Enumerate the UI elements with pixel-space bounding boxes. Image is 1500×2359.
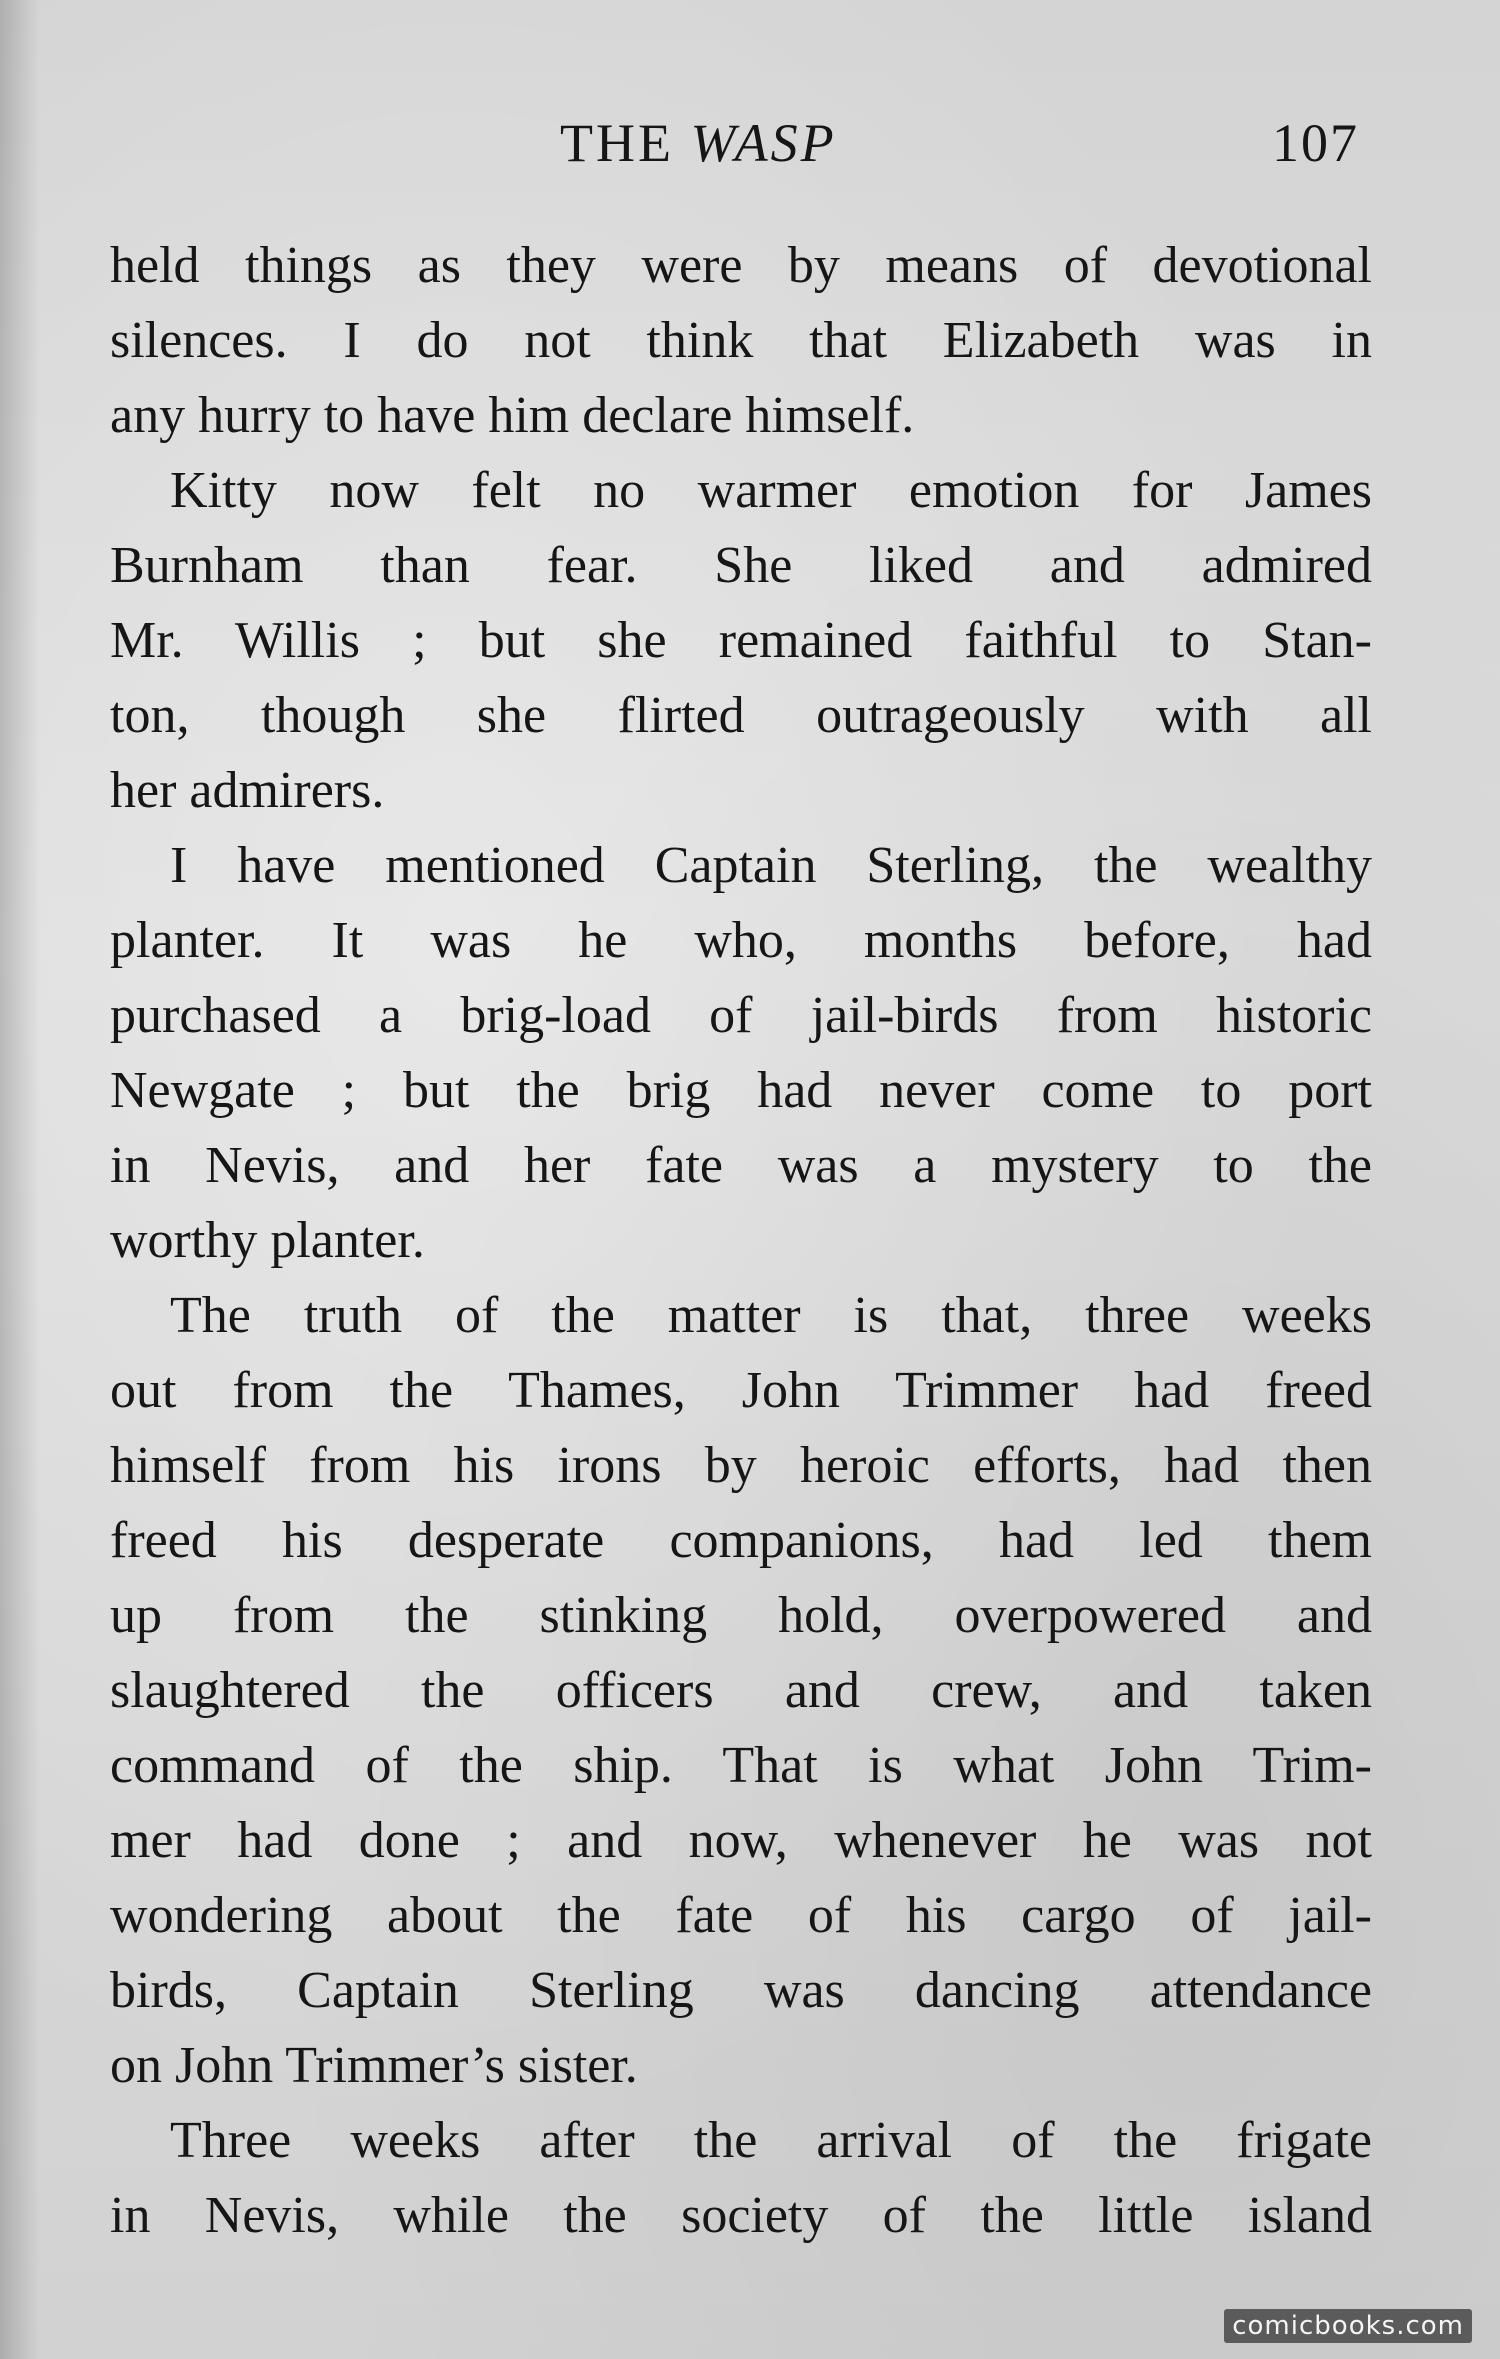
text-line: Mr. Willis ; but she remained faithful to Stan- [110,612,1372,669]
text-line: command of the ship. That is what John Trim- [110,1737,1372,1794]
text-line: worthy planter. [110,1212,425,1269]
text-line: purchased a brig-load of jail-birds from historic [110,987,1372,1044]
text-line: planter. It was he who, months before, had [110,912,1372,969]
text-line: in Nevis, while the society of the little island [110,2187,1372,2244]
text-line: up from the stinking hold, overpowered and [110,1587,1372,1644]
text-line: The truth of the matter is that, three weeks [170,1287,1372,1344]
text-line: in Nevis, and her fate was a mystery to the [110,1137,1372,1194]
text-line: I have mentioned Captain Sterling, the wealthy [170,837,1372,894]
text-line: silences. I do not think that Elizabeth was in [110,312,1372,369]
text-line: birds, Captain Sterling was dancing attendance [110,1962,1372,2019]
page-edge-shadow [0,0,40,2359]
text-line: Burnham than fear. She liked and admired [110,537,1372,594]
running-head-title-prefix: THE [560,113,691,173]
text-line: on John Trimmer’s sister. [110,2037,638,2094]
text-line: mer had done ; and now, whenever he was not [110,1812,1372,1869]
text-line: Three weeks after the arrival of the frigate [170,2112,1372,2169]
text-line: himself from his irons by heroic efforts, had then [110,1437,1372,1494]
text-line: out from the Thames, John Trimmer had freed [110,1362,1372,1419]
text-line: freed his desperate companions, had led them [110,1512,1372,1569]
text-line: wondering about the fate of his cargo of jail- [110,1887,1372,1944]
text-line: any hurry to have him declare himself. [110,387,915,444]
text-line: Newgate ; but the brig had never come to port [110,1062,1372,1119]
running-head-title-italic: WASP [690,113,837,173]
text-line: Kitty now felt no warmer emotion for James [170,462,1372,519]
running-head [0,108,1500,178]
running-head-title [560,108,837,178]
page-number: 107 [1272,113,1359,173]
text-line: ton, though she flirted outrageously with all [110,687,1372,744]
watermark: comicbooks.com [1224,2309,1472,2343]
body-text [110,228,1372,2253]
text-line: her admirers. [110,762,385,819]
text-line: slaughtered the officers and crew, and taken [110,1662,1372,1719]
text-line: held things as they were by means of devotional [110,237,1372,294]
